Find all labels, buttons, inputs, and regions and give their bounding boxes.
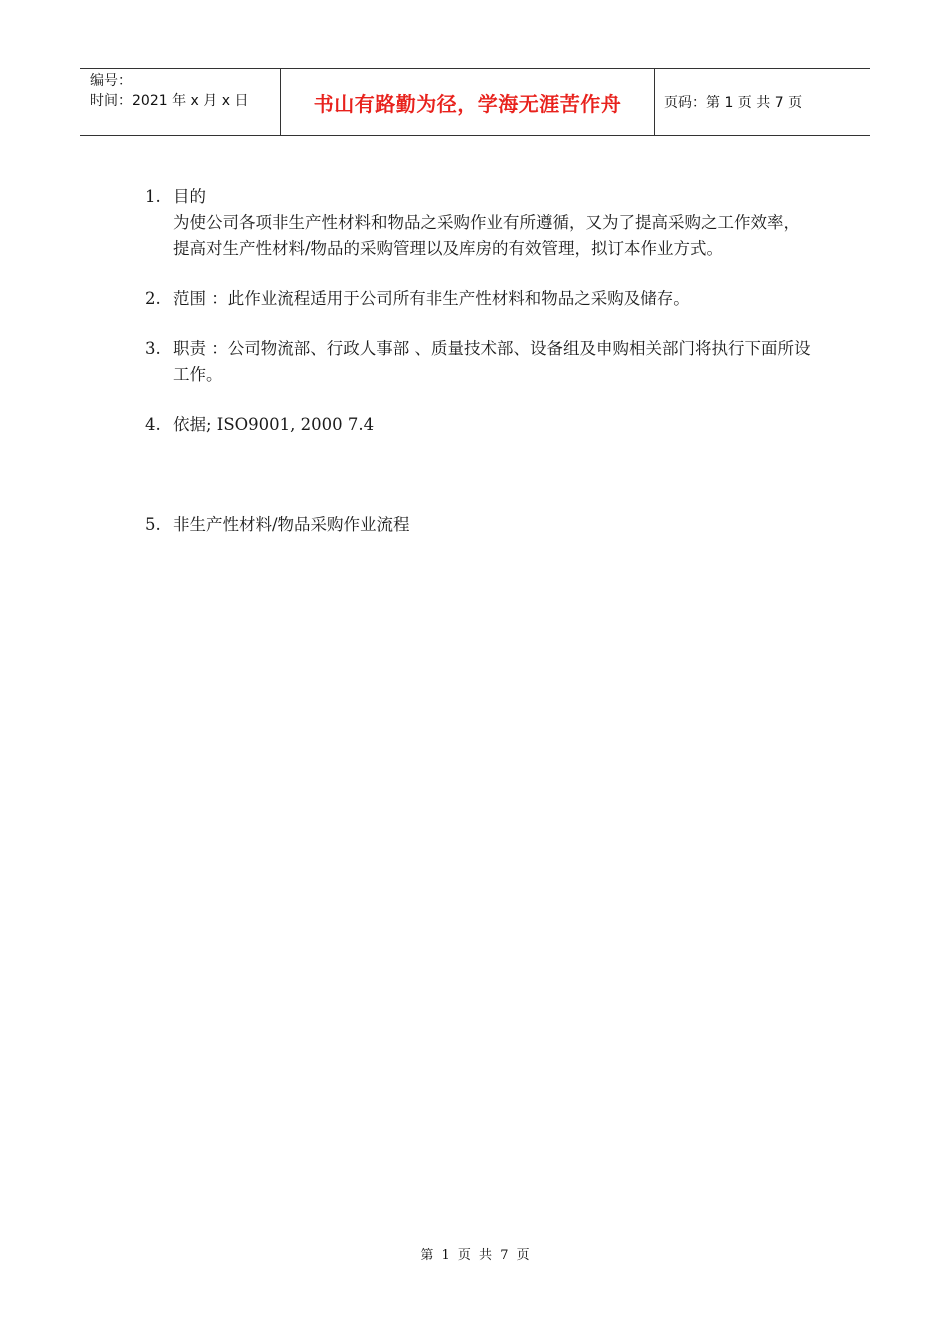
- section-purpose: [145, 184, 815, 262]
- section-process: [145, 512, 815, 538]
- section-basis: [145, 412, 815, 438]
- header-page-info: 页码：第 1 页 共 7 页: [664, 95, 803, 111]
- date-label: 时间：2021 年 x 月 x 日: [90, 93, 249, 109]
- section-number: 5.: [145, 515, 161, 534]
- section-number: 1.: [145, 187, 161, 206]
- header-meta-cell: [80, 69, 281, 135]
- section-responsibility: [145, 336, 815, 388]
- section-title: 目的: [173, 187, 206, 206]
- section-body: 为使公司各项非生产性材料和物品之采购作业有所遵循，又为了提高采购之工作效率，提高对生产性材料/物品的采购管理以及库房的有效管理，拟订本作业方式。: [173, 213, 800, 258]
- section-number: 4.: [145, 415, 161, 434]
- section-number: 2.: [145, 289, 161, 308]
- section-text: 依据; ISO9001, 2000 7.4: [173, 415, 375, 434]
- document-body: [145, 184, 815, 538]
- section-scope: [145, 286, 815, 312]
- section-text: 非生产性材料/物品采购作业流程: [173, 515, 410, 534]
- page-footer: 第 1 页 共 7 页: [420, 1248, 530, 1263]
- section-text: 职责 ：公司物流部、行政人事部 、质量技术部、设备组及申购相关部门将执行下面所设工作。: [173, 339, 811, 384]
- header-motto: 书山有路勤为径，学海无涯苦作舟: [281, 69, 655, 135]
- serial-number-label: 编号：: [90, 73, 132, 89]
- page-header: [80, 68, 870, 136]
- section-number: 3.: [145, 339, 161, 358]
- section-text: 范围 ：此作业流程适用于公司所有非生产性材料和物品之采购及储存。: [173, 289, 690, 308]
